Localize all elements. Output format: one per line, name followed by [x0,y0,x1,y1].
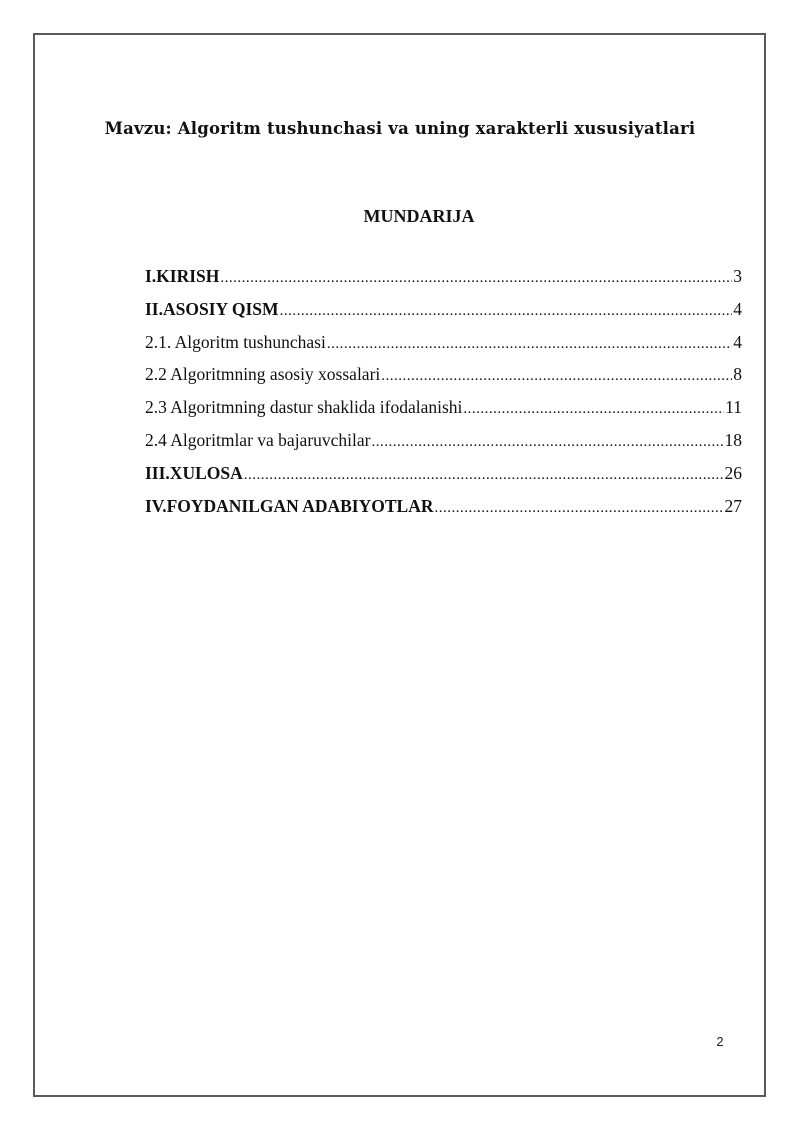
toc-entry-xulosa [145,463,742,496]
toc-entry-page: 18 [724,429,742,450]
toc-entry-page: 27 [724,495,742,516]
toc-entry-title: IV.FOYDANILGAN ADABIYOTLAR [145,495,434,516]
toc-entry-kirish [145,266,742,299]
toc-entry-title: 2.3 Algoritmning dastur shaklida ifodalanishi [145,397,463,418]
toc-entry-title: 2.1. Algoritm tushunchasi [145,331,326,352]
toc-entry-2-3 [145,397,742,430]
toc-entry-title: II.ASOSIY QISM [145,298,279,319]
toc-entry-2-2 [145,364,742,397]
toc-entry-page: 4 [733,298,742,319]
toc-entry-2-1 [145,332,742,365]
toc-entry-page: 11 [725,397,742,418]
toc-entry-2-4 [145,430,742,463]
toc-entry-adabiyotlar [145,496,742,529]
page-number: 2 [716,1034,724,1049]
toc-entry-page: 4 [733,331,742,352]
toc-dot-leader [327,336,732,353]
page-border [33,33,766,1097]
toc-dot-leader [381,368,732,385]
toc-entry-asosiy-qism [145,299,742,332]
toc-entry-title: 2.2 Algoritmning asosiy xossalari [145,364,381,385]
toc-entry-page: 3 [733,266,742,286]
toc-heading: MUNDARIJA [363,206,475,226]
toc-dot-leader [463,401,724,418]
toc-entry-title: 2.4 Algoritmlar va bajaruvchilar [145,429,371,450]
document-topic: Mavzu: Algoritm tushunchasi va uning xarakterli xususiyatlari [104,119,696,138]
toc-dot-leader [280,303,733,320]
toc-dot-leader [220,270,732,287]
toc-entry-title: III.XULOSA [145,462,243,483]
table-of-contents [145,266,742,528]
toc-dot-leader [371,434,723,451]
toc-dot-leader [244,467,724,484]
toc-entry-title: I.KIRISH [145,266,220,286]
toc-dot-leader [434,500,723,517]
toc-entry-page: 26 [724,462,742,483]
toc-entry-page: 8 [733,364,742,385]
